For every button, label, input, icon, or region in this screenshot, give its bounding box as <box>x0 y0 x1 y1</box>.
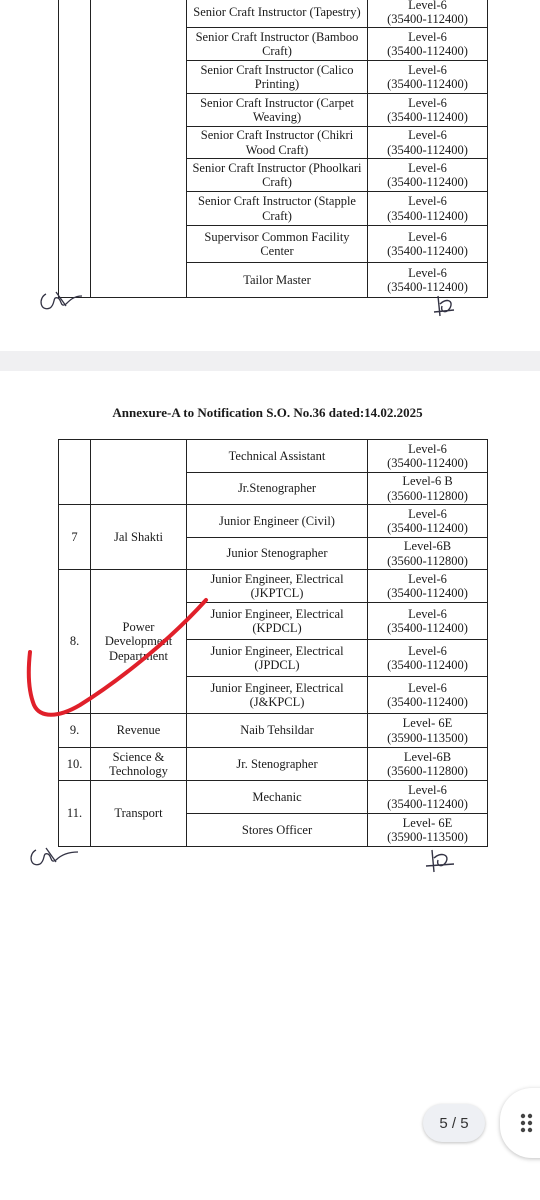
pay-level-cell: Level- 6E (35900-113500) <box>368 714 488 748</box>
sno-cell: 7 <box>59 505 91 570</box>
post-cell: Jr.Stenographer <box>187 473 368 505</box>
table-previous-page <box>58 0 488 298</box>
post-cell: Junior Engineer, Electrical (KPDCL) <box>187 603 368 640</box>
pay-level-cell: Level-6 (35400-112400) <box>368 0 488 28</box>
post-cell: Senior Craft Instructor (Stapple Craft) <box>187 192 368 226</box>
table-row <box>59 714 488 748</box>
pay-level-cell: Level-6 (35400-112400) <box>368 159 488 192</box>
post-cell: Senior Craft Instructor (Tapestry) <box>187 0 368 28</box>
post-cell: Naib Tehsildar <box>187 714 368 748</box>
pay-level-cell: Level-6 (35400-112400) <box>368 603 488 640</box>
table-row <box>59 0 488 28</box>
department-cell: Revenue <box>91 714 187 748</box>
table-row <box>59 748 488 781</box>
sno-cell <box>59 440 91 505</box>
pay-level-cell: Level- 6E (35900-113500) <box>368 814 488 847</box>
page-indicator[interactable]: 5 / 5 <box>423 1104 485 1142</box>
pay-level-cell: Level-6 (35400-112400) <box>368 127 488 159</box>
post-cell: Senior Craft Instructor (Bamboo Craft) <box>187 28 368 61</box>
post-cell: Junior Engineer (Civil) <box>187 505 368 538</box>
document-page-previous <box>0 0 535 351</box>
department-cell <box>91 440 187 505</box>
post-cell: Junior Engineer, Electrical (JPDCL) <box>187 640 368 677</box>
pay-level-cell: Level-6 (35400-112400) <box>368 570 488 603</box>
signature-right <box>430 290 460 322</box>
annexure-heading: Annexure-A to Notification S.O. No.36 dated:14.02.2025 <box>112 405 423 420</box>
page-gap <box>0 351 540 371</box>
pay-level-cell: Level-6 (35400-112400) <box>368 440 488 473</box>
sno-cell: 9. <box>59 714 91 748</box>
post-cell: Senior Craft Instructor (Carpet Weaving) <box>187 94 368 127</box>
pay-level-cell: Level-6 (35400-112400) <box>368 677 488 714</box>
department-cell: Science & Technology <box>91 748 187 781</box>
post-cell: Tailor Master <box>187 263 368 298</box>
table-row <box>59 570 488 603</box>
department-cell: Jal Shakti <box>91 505 187 570</box>
pay-level-cell: Level-6 (35400-112400) <box>368 640 488 677</box>
post-cell: Junior Engineer, Electrical (J&KPCL) <box>187 677 368 714</box>
post-cell: Junior Engineer, Electrical (JKPTCL) <box>187 570 368 603</box>
post-cell: Technical Assistant <box>187 440 368 473</box>
pay-level-cell: Level-6 (35400-112400) <box>368 781 488 814</box>
post-cell: Senior Craft Instructor (Chikri Wood Craft) <box>187 127 368 159</box>
table-row <box>59 781 488 814</box>
post-cell: Mechanic <box>187 781 368 814</box>
sno-cell: 10. <box>59 748 91 781</box>
post-cell: Junior Stenographer <box>187 538 368 570</box>
pay-level-cell: Level-6B (35600-112800) <box>368 538 488 570</box>
pay-level-cell: Level-6 (35400-112400) <box>368 263 488 298</box>
sno-cell <box>59 0 91 298</box>
post-cell: Supervisor Common Facility Center <box>187 226 368 263</box>
post-cell: Senior Craft Instructor (Calico Printing) <box>187 61 368 94</box>
signature-left <box>26 842 82 872</box>
table-row <box>59 440 488 473</box>
signature-right <box>424 846 458 876</box>
pay-level-cell: Level-6 (35400-112400) <box>368 226 488 263</box>
pay-level-cell: Level-6 (35400-112400) <box>368 505 488 538</box>
sno-cell: 8. <box>59 570 91 714</box>
post-cell: Senior Craft Instructor (Phoolkari Craft) <box>187 159 368 192</box>
table-row <box>59 505 488 538</box>
post-cell: Stores Officer <box>187 814 368 847</box>
sno-cell: 11. <box>59 781 91 847</box>
signature-left <box>36 284 86 316</box>
annexure-table <box>58 439 488 847</box>
pay-level-cell: Level-6 (35400-112400) <box>368 61 488 94</box>
pay-level-cell: Level-6 (35400-112400) <box>368 28 488 61</box>
pay-level-cell: Level-6 B (35600-112800) <box>368 473 488 505</box>
pay-level-cell: Level-6 (35400-112400) <box>368 192 488 226</box>
department-cell: Transport <box>91 781 187 847</box>
department-cell: Power Development Department <box>91 570 187 714</box>
post-cell: Jr. Stenographer <box>187 748 368 781</box>
pay-level-cell: Level-6 (35400-112400) <box>368 94 488 127</box>
department-cell <box>91 0 187 298</box>
pay-level-cell: Level-6B (35600-112800) <box>368 748 488 781</box>
grid-icon <box>520 1113 538 1133</box>
